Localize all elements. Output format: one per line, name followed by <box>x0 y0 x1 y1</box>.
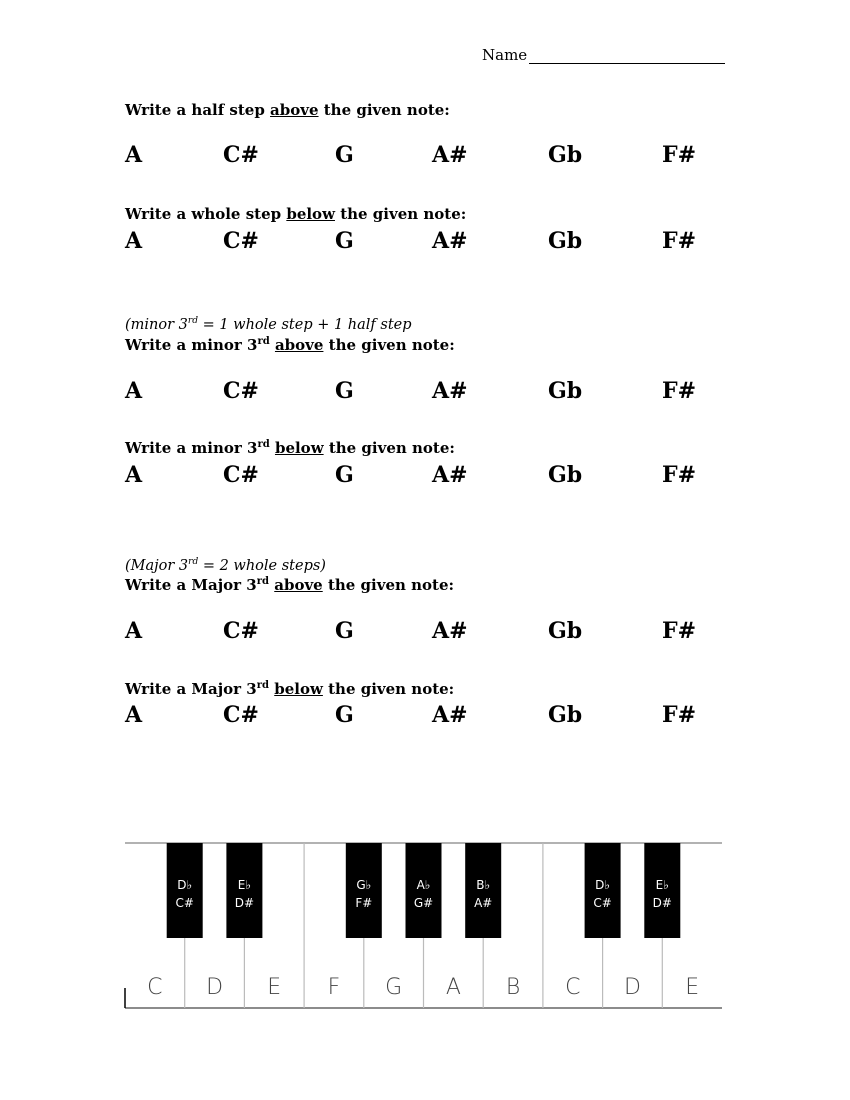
black-key-sharp-label: D# <box>234 896 255 910</box>
hint-text: = 2 whole steps) <box>198 557 326 574</box>
instruction-text: the given note: <box>318 101 450 119</box>
white-key-label: E <box>685 975 700 1000</box>
white-key-label: B <box>505 975 521 1000</box>
white-key-label: C <box>147 975 163 1000</box>
hint-text: (Major 3 <box>125 557 189 574</box>
instruction-text: the given note: <box>322 680 455 698</box>
given-note: G <box>335 378 354 404</box>
given-note: A <box>125 462 143 488</box>
given-note: F# <box>662 702 697 728</box>
instruction-text: the given note: <box>334 205 467 223</box>
given-note: A# <box>432 228 468 254</box>
given-note: A# <box>432 618 468 644</box>
hint-superscript: rd <box>188 557 199 567</box>
black-key-sharp-label: C# <box>593 896 612 910</box>
given-note: F# <box>662 378 697 404</box>
given-note: F# <box>662 618 697 644</box>
black-key-flat-label: D♭ <box>595 878 611 892</box>
given-note: C# <box>223 618 259 644</box>
given-note: G <box>335 462 354 488</box>
instruction-text: Write a minor 3 <box>125 439 258 457</box>
given-note: A# <box>432 702 468 728</box>
given-note: A <box>125 618 143 644</box>
given-note: A# <box>432 142 468 168</box>
given-note: A <box>125 228 143 254</box>
given-note: G <box>335 702 354 728</box>
given-note: Gb <box>548 462 583 488</box>
instruction-text: Write a half step <box>125 101 271 119</box>
black-key-flat-label: A♭ <box>416 878 431 892</box>
given-note: Gb <box>548 618 583 644</box>
given-note: C# <box>223 378 259 404</box>
instruction-text: the given note: <box>323 439 455 457</box>
hint-text: (minor 3 <box>125 316 188 333</box>
given-note: C# <box>223 228 259 254</box>
white-key-label: C <box>565 975 581 1000</box>
instruction-keyword: above <box>274 336 324 354</box>
instruction-keyword: below <box>274 439 324 457</box>
white-key-label: D <box>623 975 641 1000</box>
instruction-superscript: rd <box>257 439 270 450</box>
instruction-text: the given note: <box>323 336 455 354</box>
black-key-sharp-label: C# <box>175 896 194 910</box>
white-key-label: A <box>445 975 461 1000</box>
given-note: C# <box>223 462 259 488</box>
black-key-flat-label: G♭ <box>356 878 372 892</box>
given-note: C# <box>223 702 259 728</box>
instruction-text: Write a whole step <box>125 205 287 223</box>
black-key-flat-label: E♭ <box>655 878 669 892</box>
instruction-superscript: rd <box>256 680 269 691</box>
given-note: Gb <box>548 228 583 254</box>
given-note: A <box>125 378 143 404</box>
black-key-flat-label: D♭ <box>177 878 193 892</box>
given-note: A <box>125 702 143 728</box>
white-key-label: F <box>327 975 341 1000</box>
instruction-keyword: above <box>274 576 323 594</box>
instruction-superscript: rd <box>256 576 269 587</box>
hint-text: = 1 whole step + 1 half step <box>197 316 412 333</box>
instruction-keyword: above <box>270 101 319 119</box>
given-note: A <box>125 142 143 168</box>
hint-superscript: rd <box>187 316 198 326</box>
given-note: G <box>335 228 354 254</box>
instruction-text: Write a minor 3 <box>125 336 258 354</box>
given-note: G <box>335 142 354 168</box>
given-note: Gb <box>548 378 583 404</box>
black-key-sharp-label: G# <box>413 896 434 910</box>
given-note: F# <box>662 228 697 254</box>
given-note: Gb <box>548 702 583 728</box>
instruction-text: Write a Major 3 <box>125 680 257 698</box>
given-note: F# <box>662 142 697 168</box>
black-key-flat-label: E♭ <box>237 878 252 892</box>
given-note: A# <box>432 378 468 404</box>
black-key-flat-label: B♭ <box>476 878 491 892</box>
white-key-label: G <box>385 975 403 1000</box>
white-key-label: D <box>206 975 224 1000</box>
instruction-superscript: rd <box>257 336 270 347</box>
given-note: Gb <box>548 142 583 168</box>
given-note: C# <box>223 142 259 168</box>
name-label: Name <box>482 46 528 64</box>
instruction-text: the given note: <box>322 576 455 594</box>
given-note: F# <box>662 462 697 488</box>
instruction-keyword: below <box>274 680 323 698</box>
black-key-sharp-label: F# <box>355 896 373 910</box>
black-key-sharp-label: D# <box>652 896 672 910</box>
given-note: G <box>335 618 354 644</box>
instruction-keyword: below <box>286 205 335 223</box>
instruction-text: Write a Major 3 <box>125 576 257 594</box>
black-key-sharp-label: A# <box>474 896 493 910</box>
given-note: A# <box>432 462 468 488</box>
white-key-label: E <box>267 975 282 1000</box>
